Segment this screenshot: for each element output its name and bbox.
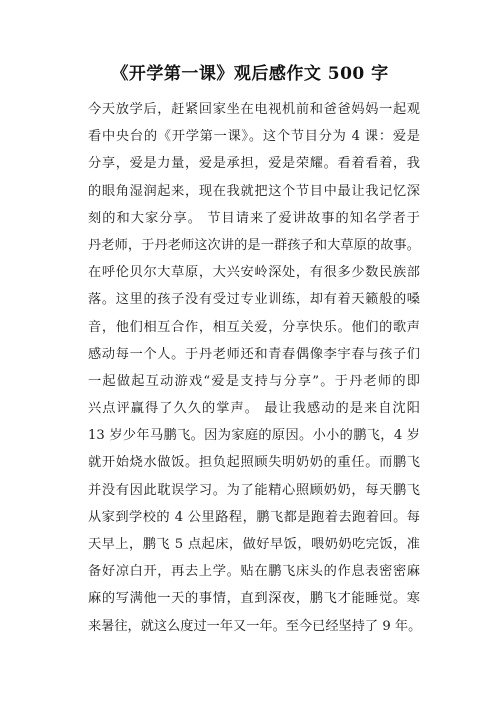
document-body (88, 96, 420, 640)
body-line: 从家到学校的 4 公里路程，鹏飞都是跑着去跑着回。每 (88, 509, 420, 525)
body-line: 今天放学后，赶紧回家坐在电视机前和爸爸妈妈一起观 (88, 102, 420, 117)
body-line: 备好凉白开，再去上学。贴在鹏飞床头的作息表密密麻 (88, 564, 420, 580)
body-line: 感动每一个人。于丹老师还和青春偶像李宇春与孩子们 (88, 346, 420, 362)
document-title: 《开学第一课》观后感作文 500 字 (111, 64, 389, 84)
body-line: 音，他们相互合作，相互关爱，分享快乐。他们的歌声 (88, 319, 420, 335)
body-line: 看中央台的《开学第一课》。这个节目分为 4 课：爱是 (88, 129, 420, 145)
body-line: 刻的和大家分享。 节目请来了爱讲故事的知名学者于 (88, 210, 420, 226)
body-line: 就开始烧水做饭。担负起照顾失明奶奶的重任。而鹏飞 (88, 455, 420, 471)
body-line: 并没有因此耽误学习。为了能精心照顾奶奶，每天鹏飞 (88, 482, 420, 498)
body-line: 丹老师，于丹老师这次讲的是一群孩子和大草原的故事。 (88, 237, 420, 253)
body-line: 分享，爱是力量，爱是承担，爱是荣耀。看着看着，我 (88, 156, 420, 172)
body-line: 麻的写满他一天的事情，直到深夜，鹏飞才能睡觉。寒 (88, 591, 420, 607)
body-line: 兴点评赢得了久久的掌声。 最让我感动的是来自沈阳 (88, 401, 420, 417)
body-line: 一起做起互动游戏“爱是支持与分享”。于丹老师的即 (88, 373, 420, 389)
body-line: 天早上，鹏飞 5 点起床，做好早饭，喂奶奶吃完饭，准 (88, 537, 420, 552)
body-line: 13 岁少年马鹏飞。因为家庭的原因。小小的鹏飞，4 岁 (88, 428, 420, 444)
body-line: 落。这里的孩子没有受过专业训练，却有着天籁般的嗓 (88, 292, 420, 308)
body-line: 来暑往，就这么度过一年又一年。至今已经坚持了 9 年。 (88, 618, 422, 634)
body-line: 的眼角湿润起来，现在我就把这个节目中最让我记忆深 (88, 183, 420, 199)
body-line: 在呼伦贝尔大草原，大兴安岭深处，有很多少数民族部 (88, 265, 420, 281)
